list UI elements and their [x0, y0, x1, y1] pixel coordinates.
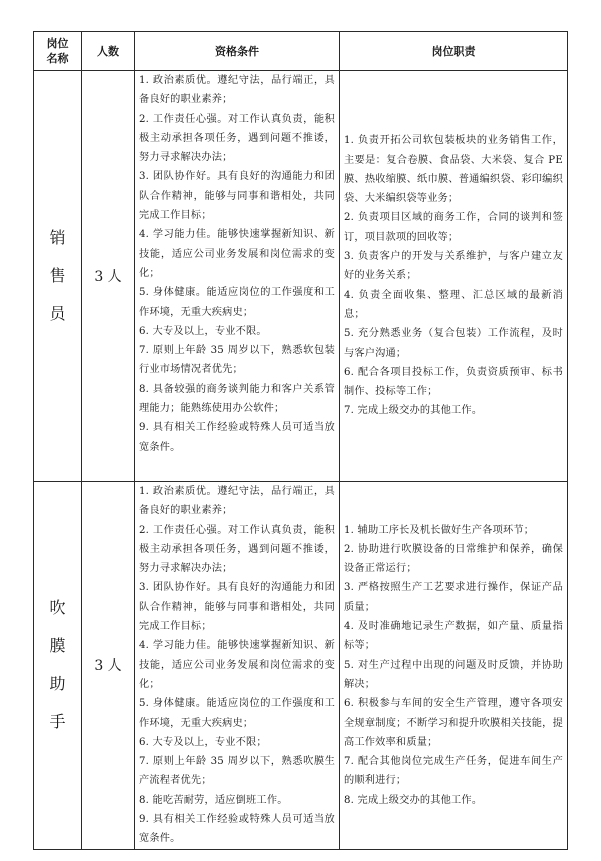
job-requirements-table: [33, 31, 568, 850]
list-item: 5. 身体健康。能适应岗位的工作强度和工作环境，无重大疾病史；: [139, 698, 335, 729]
list-item: 1. 政治素质优。遵纪守法，品行端正，具备良好的职业素养；: [139, 75, 335, 106]
position-title-sales: 销 售 员: [34, 71, 82, 482]
duties-sales: [340, 71, 568, 482]
list-item: 3. 负责客户的开发与关系维护，与客户建立友好的业务关系；: [344, 251, 563, 282]
header-duties: 岗位职责: [340, 32, 568, 71]
list-item: 4. 及时准确地记录生产数据，如产量、质量指标等；: [344, 621, 563, 652]
list-item: 5. 充分熟悉业务（复合包装）工作流程，及时与客户沟通；: [344, 328, 563, 359]
table-header-row: [34, 32, 568, 71]
list-item: 3. 团队协作好。具有良好的沟通能力和团队合作精神，能够与同事和谐相处，共同完成工作目标；: [139, 582, 335, 633]
header-headcount: 人数: [82, 32, 135, 71]
position-title-film-blowing-assistant: 吹 膜 助 手: [34, 482, 82, 850]
header-requirements: 资格条件: [135, 32, 340, 71]
list-item: 2. 工作责任心强。对工作认真负责，能积极主动承担各项任务，遇到问题不推诿，努力寻求解决办法；: [139, 113, 335, 164]
duties-film-blowing-assistant: [340, 482, 568, 850]
list-item: 9. 具有相关工作经验或特殊人员可适当放宽条件。: [139, 422, 335, 453]
list-item: 6. 大专及以上，专业不限；: [139, 736, 267, 748]
list-item: 7. 完成上级交办的其他工作。: [344, 405, 483, 417]
list-item: 1. 政治素质优。遵纪守法，品行端正，具备良好的职业素养；: [139, 486, 335, 517]
list-item: 8. 完成上级交办的其他工作。: [344, 794, 483, 806]
list-item: 2. 协助进行吹膜设备的日常维护和保养，确保设备正常运行；: [344, 543, 563, 575]
list-item: 5. 身体健康。能适应岗位的工作强度和工作环境，无重大疾病史；: [139, 287, 335, 318]
list-item: 6. 大专及以上，专业不限。: [139, 325, 267, 337]
table-row-sales: [34, 71, 568, 482]
list-item: 8. 具备较强的商务谈判能力和客户关系管理能力；能熟练使用办公软件；: [139, 383, 335, 415]
list-item: 1. 负责开拓公司软包装板块的业务销售工作，主要是：复合卷膜、食品袋、大米袋、复合 PE 膜、热收缩膜、纸巾膜、普通编织袋、彩印编织袋、大米编织袋等业务；: [344, 135, 563, 205]
list-item: 3. 团队协作好。具有良好的沟通能力和团队合作精神，能够与同事和谐相处，共同完成工作目标；: [139, 171, 335, 222]
requirements-film-blowing-assistant: [135, 482, 340, 850]
headcount-sales: 3 人: [82, 71, 135, 482]
list-item: 4. 学习能力佳。能够快速掌握新知识、新技能，适应公司业务发展和岗位需求的变化；: [139, 229, 335, 279]
list-item: 4. 学习能力佳。能够快速掌握新知识、新技能，适应公司业务发展和岗位需求的变化；: [139, 640, 335, 690]
list-item: 4. 负责全面收集、整理、汇总区域的最新消息；: [344, 289, 563, 320]
list-item: 2. 负责项目区域的商务工作，合同的谈判和签订，项目款项的回收等；: [344, 212, 563, 243]
list-item: 9. 具有相关工作经验或特殊人员可适当放宽条件。: [139, 814, 335, 845]
list-item: 7. 原则上年龄 35 周岁以下，熟悉软包装行业市场情况者优先；: [139, 345, 335, 376]
list-item: 3. 严格按照生产工艺要求进行操作，保证产品质量；: [344, 582, 563, 613]
list-item: 5. 对生产过程中出现的问题及时反馈，并协助解决；: [344, 659, 563, 690]
headcount-film-blowing-assistant: 3 人: [82, 482, 135, 850]
list-item: 8. 能吃苦耐劳，适应倒班工作。: [139, 794, 288, 806]
header-position-name: 岗位 名称: [34, 32, 82, 71]
list-item: 7. 配合其他岗位完成生产任务，促进车间生产的顺利进行；: [344, 756, 563, 787]
list-item: 2. 工作责任心强。对工作认真负责，能积极主动承担各项任务，遇到问题不推诿，努力寻求解决办法；: [139, 524, 335, 575]
list-item: 6. 积极参与车间的安全生产管理，遵守各项安全规章制度；不断学习和提升吹膜相关技能，提高工作效率和质量；: [344, 698, 563, 748]
table-row-film-blowing-assistant: [34, 482, 568, 850]
list-item: 1. 辅助工序长及机长做好生产各项环节；: [344, 524, 535, 536]
list-item: 7. 原则上年龄 35 周岁以下，熟悉吹膜生产流程者优先；: [139, 756, 335, 787]
requirements-sales: [135, 71, 340, 482]
list-item: 6. 配合各项目投标工作，负责资质预审、标书制作、投标等工作；: [344, 366, 563, 398]
